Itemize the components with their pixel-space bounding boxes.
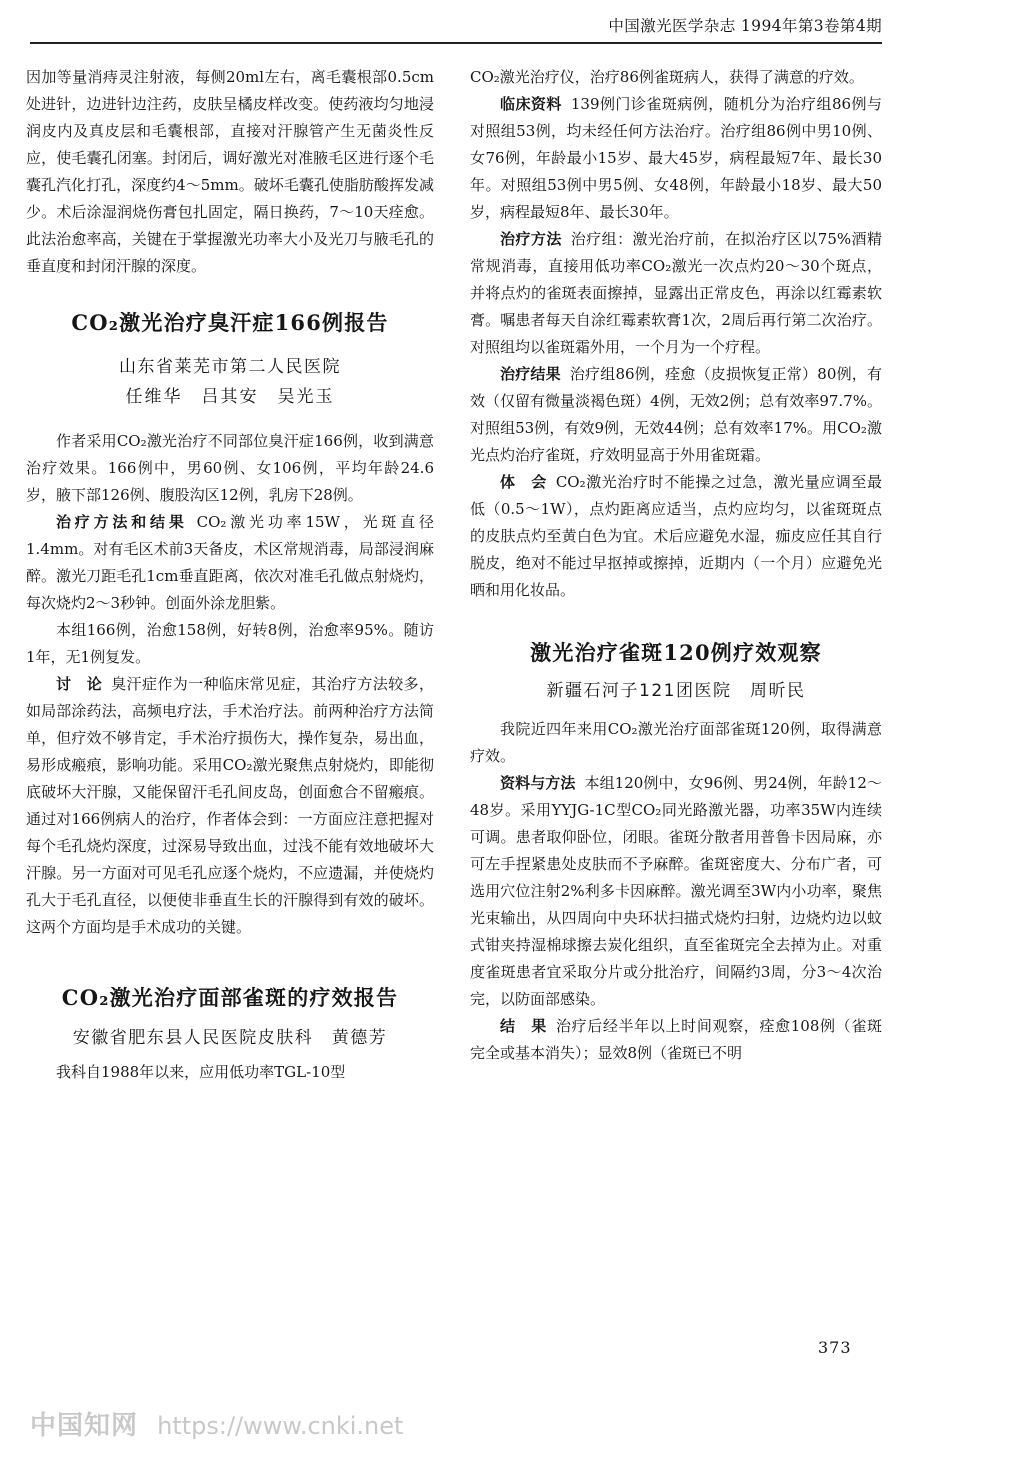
- paragraph-text: CO₂激光治疗时不能操之过急，激光量应调至最低（0.5～1W），点灼距离应适当，点灼应均匀，以雀斑斑点的皮肤点灼至黄白色为宜。术后应避免水湿，痂皮应任其自行脱皮，绝对不能过早抠掉或擦掉，近期内（一个月）应避免光晒和用化妆品。: [470, 473, 882, 599]
- cnki-watermark: [30, 1405, 403, 1442]
- running-header: 中国激光医学杂志 1994年第3卷第4期: [608, 17, 882, 35]
- watermark-url: https://www.cnki.net: [157, 1412, 404, 1440]
- continued-paragraph: CO₂激光治疗仪，治疗86例雀斑病人，获得了满意的疗效。: [470, 68, 864, 86]
- body-paragraph: 作者采用CO₂激光治疗不同部位臭汗症166例，收到满意治疗效果。166例中，男60例、女106例，平均年龄24.6岁，腋下部126例、腹股沟区12例，乳房下28例。: [26, 432, 434, 504]
- body-paragraph: 我科自1988年以来，应用低功率TGL-10型: [56, 1063, 346, 1081]
- section-lead: 资料与方法: [500, 774, 576, 792]
- section-lead: 临床资料: [500, 95, 562, 113]
- article-affiliation: 安徽省肥东县人民医院皮肤科 黄德芳: [72, 1028, 388, 1048]
- paragraph-text: CO₂激光功率15W，光斑直径1.4mm。对有毛区术前3天备皮，术区常规消毒，局部浸润麻醉。激光刀距毛孔1cm垂直距离，依次对准毛孔做点射烧灼，每次烧灼2～3秒钟。创面外涂龙胆紫。: [26, 513, 434, 612]
- paragraph-text: 治疗后经半年以上时间观察，痊愈108例（雀斑完全或基本消失）；显效8例（雀斑已不明: [470, 1017, 882, 1062]
- body-paragraph: [470, 226, 882, 361]
- body-paragraph: 我院近四年来用CO₂激光治疗面部雀斑120例，取得满意疗效。: [470, 720, 882, 765]
- section-lead: 治疗结果: [500, 365, 561, 383]
- body-paragraph: [470, 361, 882, 469]
- body-paragraph: [470, 1013, 882, 1067]
- body-paragraph: [470, 91, 882, 226]
- header-rule: [30, 42, 882, 44]
- article-affiliation: 新疆石河子121团医院 周昕民: [546, 681, 806, 701]
- paragraph-text: 治疗组：激光治疗前，在拟治疗区以75%酒精常规消毒，直接用低功率CO₂激光一次点灼20～30个斑点，并将点灼的雀斑表面擦掉，显露出正常皮色，再涂以红霉素软膏。嘱患者每天自涂红霉素软膏1次，2周后再行第二次治疗。对照组均以雀斑霜外用，一个月为一个疗程。: [470, 230, 882, 356]
- body-paragraph: [470, 770, 882, 1013]
- continued-paragraph: 因加等量消痔灵注射液，每侧20ml左右，离毛囊根部0.5cm处进针，边进针边注药，皮肤呈橘皮样改变。使药液均匀地浸润皮内及真皮层和毛囊根部，直接对汗腺管产生无菌炎性反应，使毛囊孔闭塞。封闭后，调好激光对准腋毛区进行逐个毛囊孔汽化打孔，深度约4～5mm。破坏毛囊孔使脂肪酸挥发减少。术后涂湿润烧伤膏包扎固定，隔日换药，7～10天痊愈。此法治愈率高，关键在于掌握激光功率大小及光刀与腋毛孔的垂直度和封闭汗腺的深度。: [26, 68, 434, 275]
- paragraph-text: 139例门诊雀斑病例，随机分为治疗组86例与对照组53例，均未经任何方法治疗。治疗组86例中男10例、女76例，年龄最小15岁、最大45岁，病程最短7年、最长30年。对照组53例中男5例、女48例，年龄最小18岁、最大50岁，病程最短8年、最长30年。: [470, 95, 882, 221]
- article-title: 激光治疗雀斑120例疗效观察: [530, 640, 822, 665]
- body-paragraph: 本组166例，治愈158例，好转8例，治愈率95%。随访1年，无1例复发。: [26, 621, 434, 666]
- left-column: [26, 64, 434, 1086]
- section-lead: 体 会: [500, 473, 547, 491]
- paragraph-text: 治疗组86例，痊愈（皮损恢复正常）80例，有效（仅留有微量淡褐色斑）4例，无效2例；总有效率97.7%。对照组53例，有效9例，无效44例；总有效率17%。用CO₂激光点灼治疗雀斑，疗效明显高于外用雀斑霜。: [470, 365, 882, 464]
- section-lead: 讨 论: [56, 675, 103, 693]
- paragraph-text: 本组120例中，女96例、男24例，年龄12～48岁。采用YYJG-1C型CO₂同光路激光器，功率35W内连续可调。患者取仰卧位，闭眼。雀斑分散者用普鲁卡因局麻，亦可左手捏紧患处皮肤而不予麻醉。雀斑密度大、分布广者，可选用穴位注射2%利多卡因麻醉。激光调至3W内小功率，聚焦光束输出，从四周向中央环状扫描式烧灼扫射，边烧灼边以蚊式钳夹持湿棉球擦去炭化组织，直至雀斑完全去掉为止。对重度雀斑患者宜采取分片或分批治疗，间隔约3周，分3～4次治完，以防面部感染。: [470, 774, 882, 1008]
- body-paragraph: [26, 671, 434, 941]
- body-paragraph: [26, 509, 434, 617]
- article-title: CO₂激光治疗面部雀斑的疗效报告: [61, 985, 399, 1010]
- article-authors: 任维华 吕其安 吴光玉: [125, 387, 335, 407]
- section-lead: 治疗方法: [500, 230, 562, 248]
- page-number: 373: [818, 1338, 852, 1357]
- body-paragraph: [470, 469, 882, 604]
- paragraph-text: 臭汗症作为一种临床常见症，其治疗方法较多，如局部涂药法，高频电疗法，手术治疗法。前两种治疗方法简单，但疗效不够肯定，手术治疗损伤大，操作复杂，易出血，易形成瘢痕，影响功能。采用CO₂激光聚焦点射烧灼，即能彻底破坏大汗腺，又能保留汗毛孔间皮岛，创面愈合不留瘢痕。通过对166例病人的治疗，作者体会到：一方面应注意把握对每个毛孔烧灼深度，过深易导致出血，过浅不能有效地破坏大汗腺。另一方面对可见毛孔应逐个烧灼，不应遗漏，并使烧灼孔大于毛孔直径，以便使非垂直生长的汗腺得到有效的破坏。这两个方面均是手术成功的关键。: [26, 675, 434, 936]
- section-lead: 结 果: [500, 1017, 547, 1035]
- section-lead: 治疗方法和结果: [56, 513, 188, 531]
- article-title: CO₂激光治疗臭汗症166例报告: [71, 310, 389, 335]
- article-affiliation: 山东省莱芜市第二人民医院: [119, 357, 341, 377]
- watermark-brand: 中国知网: [30, 1411, 139, 1441]
- right-column: [470, 64, 882, 1067]
